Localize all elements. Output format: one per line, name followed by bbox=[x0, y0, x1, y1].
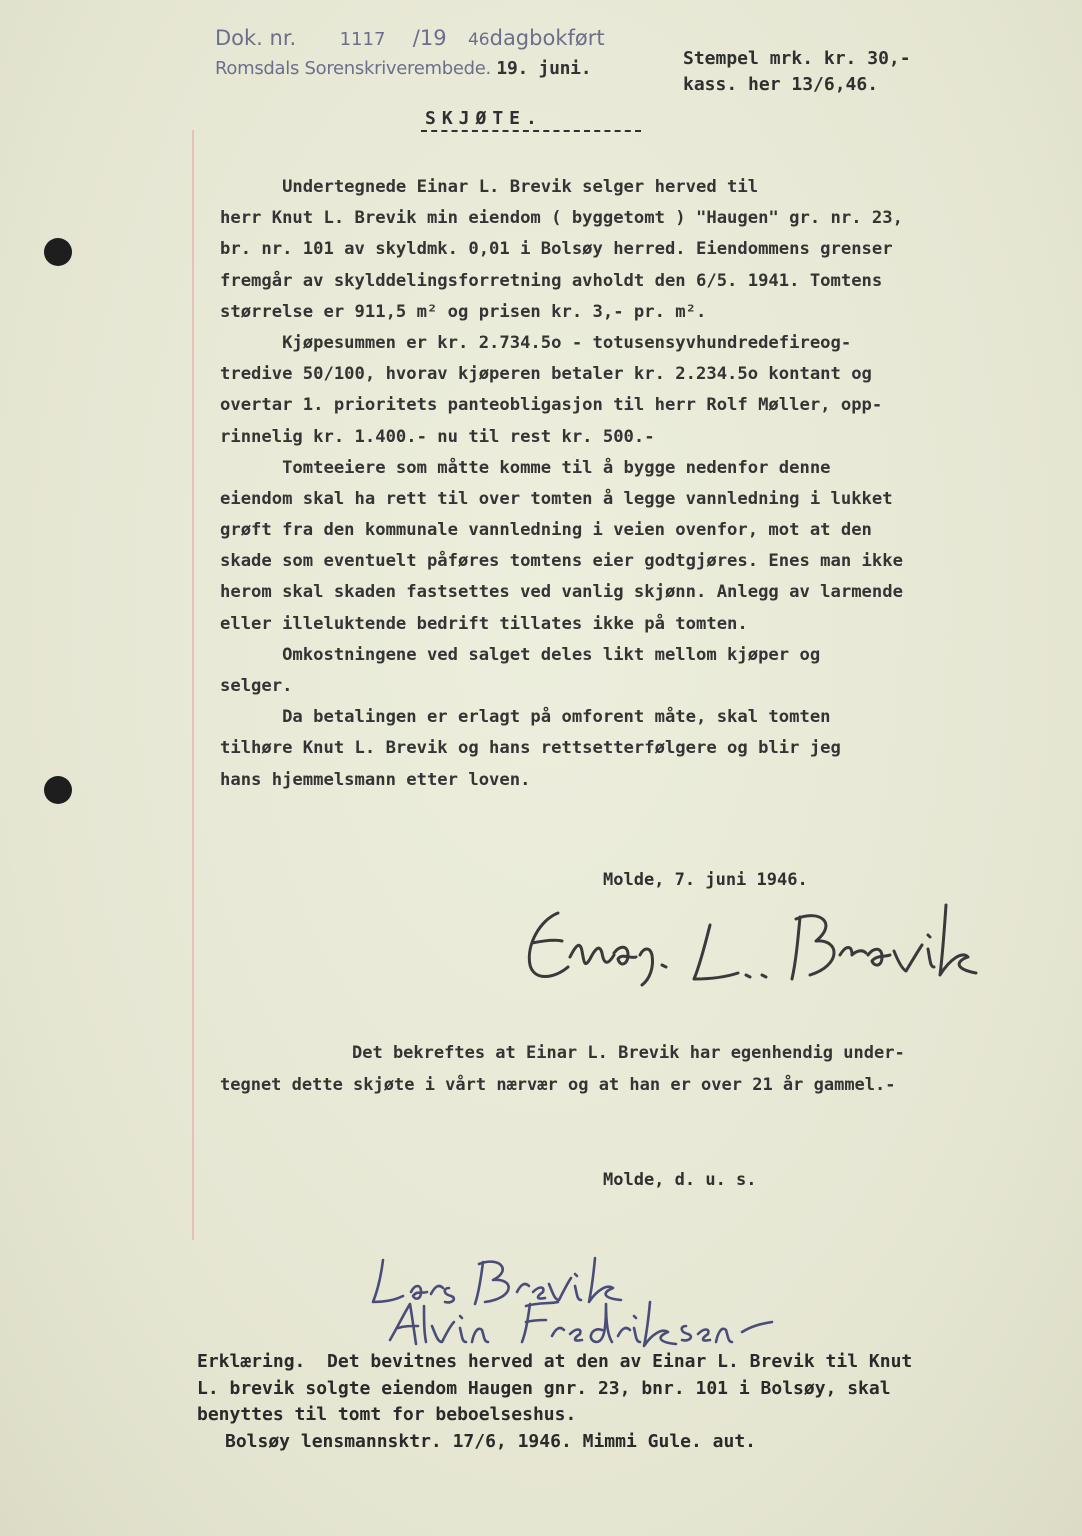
body-line: tilhøre Knut L. Brevik og hans rettsetterfølgere og blir jeg bbox=[220, 738, 841, 759]
stamp-year: 46 bbox=[467, 30, 490, 50]
registry-stamp-line1 bbox=[215, 26, 605, 50]
body-line: selger. bbox=[220, 676, 293, 696]
declaration-line: Bolsøy lensmannsktr. 17/6, 1946. Mimmi Gule. aut. bbox=[225, 1430, 757, 1452]
document-title: SKJØTE. bbox=[425, 108, 543, 129]
body-line: Omkostningene ved salget deles likt mellom kjøper og bbox=[220, 644, 821, 665]
body-line: eller illeluktende bedrift tillates ikke på tomten. bbox=[220, 613, 748, 634]
body-line: skade som eventuelt påføres tomtens eier godtgjøres. Enes man ikke bbox=[220, 551, 903, 572]
place-date-2: Molde, d. u. s. bbox=[603, 1170, 757, 1190]
confirmation-line: tegnet dette skjøte i vårt nærvær og at han er over 21 år gammel.- bbox=[220, 1075, 896, 1095]
stamp-doc-label: Dok. nr. bbox=[215, 26, 297, 50]
body-line: tredive 50/100, hvorav kjøperen betaler kr. 2.234.5o kontant og bbox=[220, 364, 872, 385]
declaration-line: benyttes til tomt for beboelseshus. bbox=[197, 1404, 577, 1425]
body-line: fremgår av skylddelingsforretning avholdt den 6/5. 1941. Tomtens bbox=[220, 270, 883, 291]
cashier-note: kass. her 13/6,46. bbox=[683, 74, 879, 95]
title-underline bbox=[421, 130, 641, 132]
margin-rule bbox=[192, 130, 194, 1240]
stamp-date: 19. juni. bbox=[496, 58, 592, 79]
stamp-doc-number: 1117 bbox=[339, 29, 386, 50]
body-line: Undertegnede Einar L. Brevik selger herved til bbox=[220, 177, 759, 197]
witness-signature-2 bbox=[380, 1296, 800, 1352]
punch-hole-bottom bbox=[44, 776, 72, 804]
body-line: br. nr. 101 av skyldmk. 0,01 i Bolsøy herred. Eiendommens grenser bbox=[220, 239, 893, 260]
body-line: grøft fra den kommunale vannledning i veien ovenfor, mot at den bbox=[220, 520, 872, 541]
punch-hole-top bbox=[44, 238, 72, 266]
body-line: herr Knut L. Brevik min eiendom ( byggetomt ) "Haugen" gr. nr. 23, bbox=[220, 208, 903, 229]
witness-confirmation bbox=[220, 1037, 905, 1101]
body-line: rinnelig kr. 1.400.- nu til rest kr. 500.- bbox=[220, 426, 655, 447]
body-line: Da betalingen er erlagt på omforent måte, skal tomten bbox=[220, 707, 831, 728]
body-line: hans hjemmelsmann etter loven. bbox=[220, 769, 531, 790]
stamp-duty-note: Stempel mrk. kr. 30,- bbox=[683, 48, 911, 69]
place-date: Molde, 7. juni 1946. bbox=[603, 870, 808, 890]
confirmation-line: Det bekreftes at Einar L. Brevik har egenhendig under- bbox=[352, 1043, 905, 1063]
stamp-office: Romsdals Sorenskriverembede. bbox=[215, 58, 491, 79]
registry-stamp-line2 bbox=[215, 58, 591, 79]
declaration bbox=[197, 1349, 912, 1455]
body-line: eiendom skal ha rett til over tomten å legge vannledning i lukket bbox=[220, 488, 893, 509]
body-line: herom skal skaden fastsettes ved vanlig skjønn. Anlegg av larmende bbox=[220, 582, 903, 603]
declaration-line: L. brevik solgte eiendom Haugen gnr. 23, bnr. 101 i Bolsøy, skal bbox=[197, 1377, 891, 1399]
body-line: Kjøpesummen er kr. 2.734.5o - totusensyvhundredefireog- bbox=[220, 332, 852, 353]
stamp-year-prefix: /19 bbox=[412, 26, 447, 50]
body-line: Tomteeiere som måtte komme til å bygge nedenfor denne bbox=[220, 457, 831, 478]
stamp-dagbokfort: dagbokført bbox=[489, 26, 605, 50]
body-line: størrelse er 911,5 m² og prisen kr. 3,- pr. m². bbox=[220, 301, 707, 322]
deed-body bbox=[220, 172, 1050, 796]
seller-signature bbox=[510, 895, 990, 995]
body-line: overtar 1. prioritets panteobligasjon til herr Rolf Møller, opp- bbox=[220, 395, 883, 416]
declaration-line: Erklæring. Det bevitnes herved at den av Einar L. Brevik til Knut bbox=[197, 1351, 913, 1372]
